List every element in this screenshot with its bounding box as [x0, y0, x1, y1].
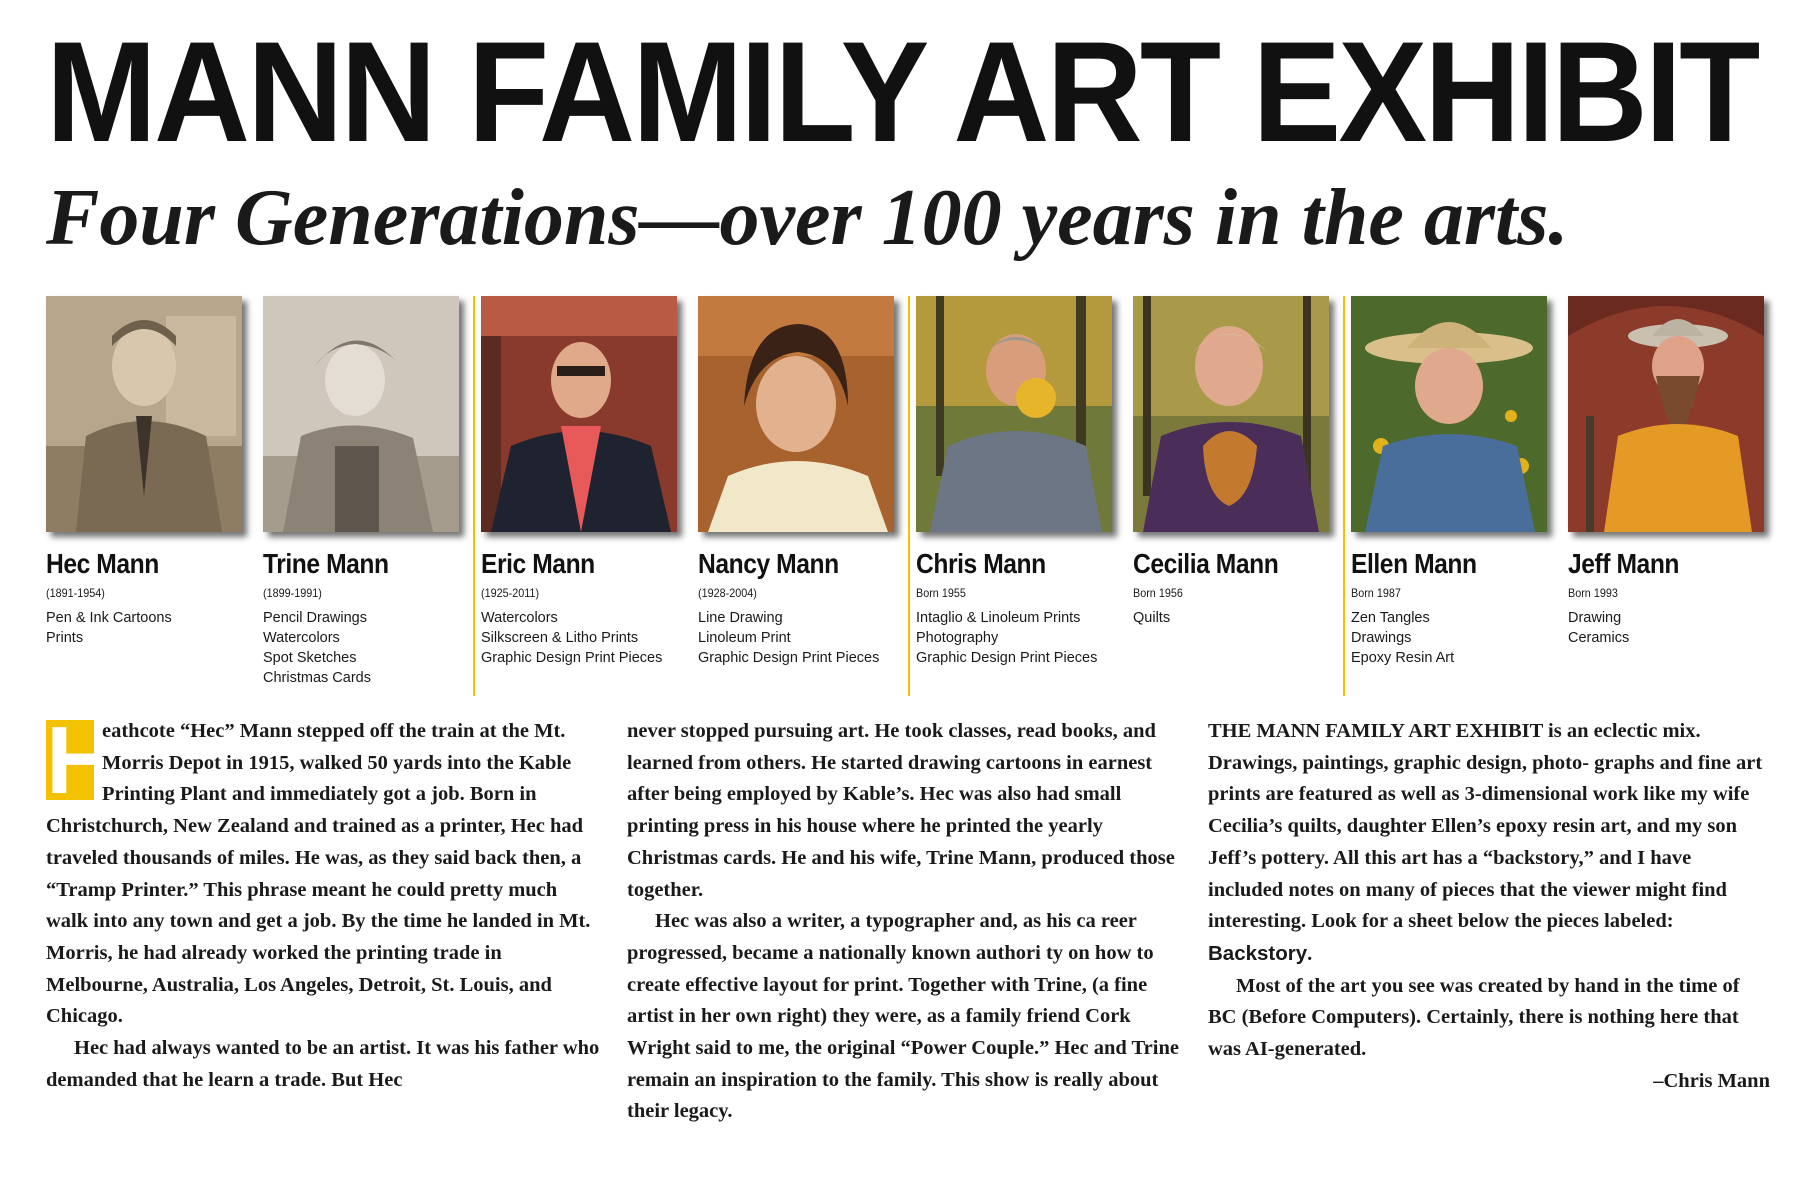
art-medium: Pencil Drawings: [263, 610, 367, 626]
paragraph-text: THE MANN FAMILY ART EXHIBIT is an eclectic mix. Drawings, paintings, graphic design, photo- graphs and fine art prints are featured as well as 3-dimensional work like my wife Cecilia’s quilts, daughter Ellen’s epoxy resin art, and my son Jeff’s pottery. All this art has a “backstory,” and I have included notes on many of pieces that the viewer might find interesting. Look for a sheet below the pieces labeled:: [1208, 720, 1763, 933]
exhibit-title: MANN FAMILY ART EXHIBIT: [46, 13, 1758, 172]
portrait-photo-trine: [263, 296, 459, 532]
art-medium: Zen Tangles: [1351, 610, 1430, 626]
family-members-row: [46, 296, 1766, 696]
person-name: Ellen Mann: [1351, 548, 1477, 579]
art-medium: Pen & Ink Cartoons: [46, 610, 172, 626]
art-media-list: [698, 608, 879, 668]
backstory-label: Backstory: [1208, 941, 1308, 965]
article-paragraph: never stopped pursuing art. He took classes, read books, and learned from others. He started drawing cartoons in earnest after being employed by Kable’s. Hec was also had small printing press in his house where he printed the yearly Christmas cards. He and his wife, Trine Mann, produced those together.: [627, 720, 1175, 901]
art-medium: Graphic Design Print Pieces: [916, 650, 1098, 666]
period: .: [1307, 942, 1313, 965]
person-dates: (1891-1954): [46, 586, 105, 600]
article-paragraph: Most of the art you see was created by hand in the time of BC (Before Computers). Certainly, there is nothing here that was AI-generated.: [1208, 974, 1740, 1061]
person-name: Cecilia Mann: [1133, 548, 1279, 579]
art-medium: Quilts: [1133, 610, 1171, 626]
portrait-photo-cecilia: [1133, 296, 1329, 532]
art-media-list: [1351, 608, 1454, 668]
art-medium: Intaglio & Linoleum Prints: [916, 610, 1081, 626]
person-name: Nancy Mann: [698, 548, 839, 579]
portrait-photo-nancy: [698, 296, 894, 532]
art-medium: Graphic Design Print Pieces: [481, 650, 663, 666]
person-card-ellen: [1351, 296, 1551, 696]
exhibit-subtitle: Four Generations—over 100 years in the arts.: [46, 174, 1569, 262]
article-paragraph: Hec had always wanted to be an artist. It was his father who demanded that he learn a trade. But Hec: [46, 1037, 600, 1091]
person-name: Trine Mann: [263, 548, 389, 579]
person-dates: Born 1987: [1351, 586, 1401, 600]
art-media-list: [46, 608, 172, 648]
person-dates: (1925-2011): [481, 586, 540, 600]
art-medium: Drawing: [1568, 610, 1622, 626]
portrait-photo-chris: [916, 296, 1112, 532]
article-column-3: [1208, 716, 1770, 1097]
person-card-cecilia: [1133, 296, 1333, 696]
generation-divider: [1343, 296, 1345, 696]
art-media-list: [1133, 608, 1170, 628]
art-medium: Christmas Cards: [263, 670, 371, 686]
art-medium: Watercolors: [481, 610, 558, 626]
portrait-photo-ellen: [1351, 296, 1547, 532]
person-name: Hec Mann: [46, 548, 159, 579]
art-medium: Prints: [46, 630, 84, 646]
art-media-list: [1568, 608, 1629, 648]
article-paragraph: Hec was also a writer, a typographer and, as his ca reer progressed, became a nationally known authori ty on how to create effective layout for print. Together with Trine, (a fine artist in her own right) they were, as a family friend Cork Wright said to me, the original “Power Couple.” Hec and Trine remain an inspiration to the family. This show is really about their legacy.: [627, 910, 1179, 1123]
art-medium: Linoleum Print: [698, 630, 791, 646]
portrait-photo-eric: [481, 296, 677, 532]
person-dates: (1928-2004): [698, 586, 757, 600]
art-medium: Ceramics: [1568, 630, 1630, 646]
author-signature: –Chris Mann: [1653, 1069, 1770, 1092]
person-card-chris: [916, 296, 1116, 696]
person-name: Chris Mann: [916, 548, 1046, 579]
paragraph-text: eathcote “Hec” Mann stepped off the train at the Mt. Morris Depot in 1915, walked 50 yards into the Kable Printing Plant and immediately got a job. Born in Christchurch, New Zealand and trained as a printer, Hec had traveled thousands of miles. He was, as they said back then, a “Tramp Printer.” This phrase meant he could pretty much walk into any town and get a job. By the time he landed in Mt. Morris, he had already worked the printing trade in Melbourne, Australia, Los Angeles, Detroit, St. Louis, and Chicago.: [46, 720, 591, 1028]
art-medium: Spot Sketches: [263, 650, 357, 666]
portrait-photo-hec: [46, 296, 242, 532]
person-dates: Born 1956: [1133, 586, 1183, 600]
portrait-photo-jeff: [1568, 296, 1764, 532]
art-media-list: [916, 608, 1097, 668]
generation-divider: [908, 296, 910, 696]
art-medium: Graphic Design Print Pieces: [698, 650, 880, 666]
art-medium: Drawings: [1351, 630, 1412, 646]
drop-cap: H: [46, 707, 116, 814]
art-media-list: [263, 608, 371, 688]
generation-divider: [473, 296, 475, 696]
person-card-nancy: [698, 296, 898, 696]
person-name: Eric Mann: [481, 548, 595, 579]
article-column-1: [46, 707, 601, 1096]
art-medium: Silkscreen & Litho Prints: [481, 630, 639, 646]
art-medium: Line Drawing: [698, 610, 783, 626]
art-medium: Epoxy Resin Art: [1351, 650, 1455, 666]
art-medium: Photography: [916, 630, 999, 646]
person-name: Jeff Mann: [1568, 548, 1680, 579]
art-media-list: [481, 608, 662, 668]
article-paragraph: [1208, 716, 1770, 971]
article-paragraph: [46, 707, 601, 1033]
person-card-trine: [263, 296, 463, 696]
person-dates: Born 1993: [1568, 586, 1618, 600]
person-dates: (1899-1991): [263, 586, 322, 600]
art-medium: Watercolors: [263, 630, 340, 646]
person-card-jeff: [1568, 296, 1768, 696]
person-dates: Born 1955: [916, 586, 966, 600]
person-card-hec: [46, 296, 246, 696]
person-card-eric: [481, 296, 681, 696]
article-column-2: [627, 716, 1189, 1128]
